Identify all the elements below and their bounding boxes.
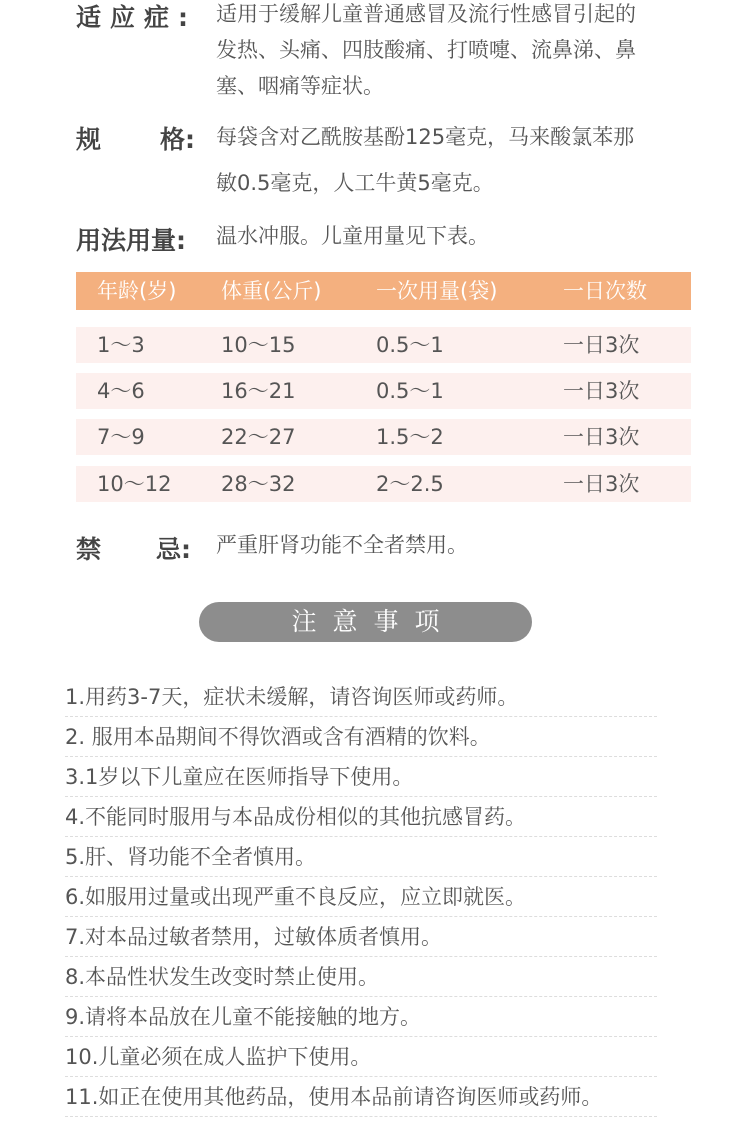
indications-line: 发热、头痛、四肢酸痛、打喷嚏、流鼻涕、鼻 — [216, 38, 636, 62]
indications-section — [76, 0, 696, 104]
note-item: 10.儿童必须在成人监护下使用。 — [65, 1038, 657, 1077]
dosage-table-header — [76, 272, 691, 310]
contraindications-section — [76, 530, 696, 564]
cell-age: 7～9 — [97, 425, 145, 449]
table-row — [76, 327, 691, 363]
note-item: 1.用药3-7天，症状未缓解，请咨询医师或药师。 — [65, 678, 657, 717]
dosage-text: 温水冲服。儿童用量见下表。 — [216, 224, 489, 248]
notes-title-banner: 注意事项 — [199, 602, 532, 642]
cell-frequency: 一日3次 — [563, 379, 640, 403]
cell-weight: 16～21 — [221, 379, 296, 403]
note-item: 6.如服用过量或出现严重不良反应，应立即就医。 — [65, 878, 657, 917]
cell-dose: 0.5～1 — [376, 333, 444, 357]
specification-line: 每袋含对乙酰胺基酚125毫克，马来酸氯苯那 — [216, 125, 635, 149]
header-frequency: 一日次数 — [563, 279, 647, 303]
cell-weight: 28～32 — [221, 472, 296, 496]
note-item: 9.请将本品放在儿童不能接触的地方。 — [65, 998, 657, 1037]
table-row — [76, 466, 691, 502]
cell-frequency: 一日3次 — [563, 472, 640, 496]
contraindications-label: 禁 忌: — [76, 535, 191, 564]
header-age: 年龄(岁) — [97, 279, 177, 303]
note-item: 2. 服用本品期间不得饮酒或含有酒精的饮料。 — [65, 718, 657, 757]
specification-section — [76, 120, 696, 206]
note-item: 3.1岁以下儿童应在医师指导下使用。 — [65, 758, 657, 797]
specification-text — [216, 114, 696, 206]
header-dose: 一次用量(袋) — [376, 279, 498, 303]
note-item: 5.肝、肾功能不全者慎用。 — [65, 838, 657, 877]
header-weight: 体重(公斤) — [221, 279, 322, 303]
note-item: 11.如正在使用其他药品，使用本品前请咨询医师或药师。 — [65, 1078, 657, 1117]
table-row — [76, 373, 691, 409]
cell-dose: 1.5～2 — [376, 425, 444, 449]
cell-dose: 2～2.5 — [376, 472, 444, 496]
indications-line: 适用于缓解儿童普通感冒及流行性感冒引起的 — [216, 2, 636, 26]
cell-age: 1～3 — [97, 333, 145, 357]
cell-age: 10～12 — [97, 472, 172, 496]
cell-age: 4～6 — [97, 379, 145, 403]
dosage-section — [76, 221, 696, 255]
table-row — [76, 419, 691, 455]
cell-weight: 10～15 — [221, 333, 296, 357]
cell-dose: 0.5～1 — [376, 379, 444, 403]
note-item: 4.不能同时服用与本品成份相似的其他抗感冒药。 — [65, 798, 657, 837]
contraindications-text: 严重肝肾功能不全者禁用。 — [216, 533, 468, 557]
note-item: 8.本品性状发生改变时禁止使用。 — [65, 958, 657, 997]
indications-line: 塞、咽痛等症状。 — [216, 74, 384, 98]
dosage-label: 用法用量: — [76, 226, 186, 255]
specification-label: 规 格: — [76, 125, 195, 154]
indications-label: 适应症: — [76, 3, 197, 32]
cell-frequency: 一日3次 — [563, 333, 640, 357]
specification-line: 敏0.5毫克，人工牛黄5毫克。 — [216, 171, 494, 195]
note-item: 7.对本品过敏者禁用，过敏体质者慎用。 — [65, 918, 657, 957]
indications-text — [216, 0, 696, 104]
cell-frequency: 一日3次 — [563, 425, 640, 449]
cell-weight: 22～27 — [221, 425, 296, 449]
